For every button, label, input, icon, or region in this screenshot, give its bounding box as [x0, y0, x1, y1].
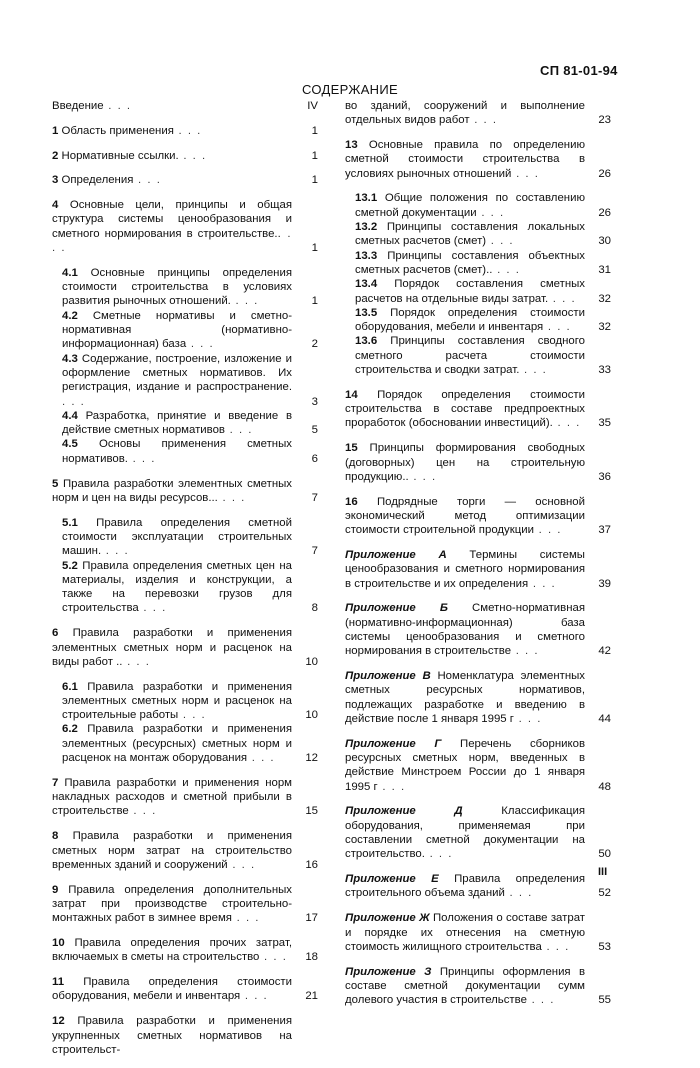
toc-entry-number: 13.6 — [355, 335, 378, 348]
toc-entry — [345, 965, 611, 1008]
toc-entry-number: 13.3 — [355, 249, 378, 262]
toc-entry-page: 32 — [598, 321, 611, 334]
toc-entry-title: Правила разработки и применения элементных (ресурсных) сметных норм и расценок на монтаж оборудования — [62, 723, 292, 765]
toc-entry-number: 3 — [52, 174, 59, 187]
toc-column-left — [52, 99, 318, 1068]
toc-entry-title: Правила определения строительного объема зданий — [345, 873, 585, 900]
toc-entry-title: Сметные нормативы и сметно-нормативная (нормативно-информационная) база — [62, 309, 292, 351]
toc-entry-title: Порядок определения стоимости оборудования, мебели и инвентаря — [355, 306, 585, 334]
toc-entry-title: Порядок определения стоимости строительства в составе предпроектных проработок (обосновании инвестиций). — [345, 388, 585, 430]
dot-leader: . . . — [62, 395, 86, 408]
toc-entry-title: Правила разработки и применения сметных норм затрат на строительство временных зданий и сооружений — [52, 830, 292, 871]
toc-entry — [62, 680, 318, 723]
toc-entry-number: 13.4 — [355, 278, 378, 291]
toc-entry-title: Правила определения стоимости оборудования, мебели и инвентаря — [52, 976, 292, 1003]
toc-entry-number: 2 — [52, 149, 59, 162]
toc-entry-title: Введение — [52, 100, 104, 112]
toc-entry-page: 23 — [598, 114, 611, 127]
toc-entry-title: Основы применения сметных нормативов. — [62, 438, 292, 465]
toc-entry-page: 1 — [311, 124, 318, 137]
toc-entry — [345, 99, 611, 128]
toc-entry-page: 39 — [598, 577, 611, 590]
toc-entry-number: 6.2 — [62, 723, 78, 736]
toc-entry-page: 26 — [598, 206, 611, 219]
toc-entry-number: 15 — [345, 442, 358, 455]
toc-entry — [52, 149, 318, 163]
toc-entry-title: Правила определения сметных цен на материалы, изделия и конструкции, а также на перевозки грузов для строительства — [62, 559, 292, 615]
toc-entry-page: 6 — [311, 452, 318, 465]
dot-leader: . . . — [128, 805, 157, 818]
toc-entry-page: 3 — [311, 395, 318, 408]
toc-entry-page: 1 — [311, 174, 318, 187]
toc-entry-title: Принципы оформления в составе сметной документации сумм долевого участия в строительстве — [345, 965, 586, 1007]
toc-entry-title: Принципы составления сводного сметного расчета стоимости строительства и сводки затрат. — [355, 335, 585, 377]
toc-entry-page: 10 — [305, 709, 318, 722]
dot-leader: . . . — [486, 235, 515, 248]
toc-entry — [62, 516, 318, 559]
toc-entry-title: Правила разработки и применения норм накладных расходов и сметной прибыли в строительстве — [52, 776, 292, 818]
toc-entry-page: 50 — [598, 848, 611, 861]
dot-leader: . . . — [541, 940, 570, 953]
toc-entry-page: 31 — [598, 263, 611, 276]
toc-entry-page: 7 — [311, 491, 318, 504]
toc-entry — [345, 388, 611, 431]
toc-entry-title: Правила определения прочих затрат, включаемых в сметы на строительство — [52, 937, 292, 964]
toc-entry-number: 14 — [345, 388, 358, 401]
toc-entry — [52, 883, 318, 926]
dot-leader: . . . — [259, 951, 288, 964]
toc-entry — [52, 829, 318, 872]
toc-entry-page: 18 — [305, 951, 318, 964]
toc-entry-number: 9 — [52, 883, 59, 896]
toc-entry-title: Правила разработки и применения элементных сметных норм и расценок на строительные работы — [62, 680, 292, 722]
dot-leader: . . . — [519, 364, 548, 377]
toc-entry-number: 8 — [52, 830, 59, 843]
dot-leader: . . . — [424, 848, 453, 861]
dot-leader: . . . — [227, 858, 256, 871]
dot-leader: . . . — [133, 174, 162, 187]
toc-entry-number: 16 — [345, 495, 358, 508]
toc-entry-page: 7 — [311, 545, 318, 558]
toc-entry-title: Разработка, принятие и введение в действие сметных нормативов — [62, 409, 292, 437]
toc-entry-page: 12 — [305, 752, 318, 765]
toc-entry-title: Принципы составления локальных сметных расчетов (смет) — [355, 221, 585, 248]
toc-entry-number: 11 — [52, 976, 65, 989]
toc-entry — [345, 669, 611, 726]
toc-entry-page: 35 — [598, 417, 611, 430]
toc-entry-number: Приложение Ж — [345, 912, 430, 925]
toc-entry — [52, 198, 318, 255]
toc-entry-title: Правила определения дополнительных затрат при производстве строительно-монтажных работ в зимнее время — [52, 883, 292, 925]
toc-entry — [345, 601, 611, 658]
toc-entry — [62, 722, 318, 765]
toc-entry-title: Номенклатура элементных сметных ресурсных нормативов, подлежащих разработке и введению в действие после 1 января 1995 г — [345, 670, 585, 725]
toc-entry — [52, 477, 318, 506]
toc-entry-number: 4.5 — [62, 438, 78, 451]
toc-entry — [52, 776, 318, 819]
dot-leader: . . . — [178, 149, 207, 162]
toc-entry-number: 13.1 — [355, 192, 378, 205]
toc-entry-title: Правила разработки элементных сметных норм и цен на виды ресурсов... — [52, 477, 292, 504]
dot-leader: . . . — [240, 990, 269, 1003]
toc-entry — [345, 138, 611, 181]
toc-entry-number: 5.1 — [62, 516, 78, 529]
toc-entry-page: 1 — [311, 149, 318, 162]
dot-leader: . . . — [552, 417, 581, 430]
toc-entry — [62, 266, 318, 309]
dot-leader: . . . — [52, 227, 292, 255]
toc-entry — [52, 124, 318, 138]
toc-entry — [355, 249, 611, 278]
toc-entry-title: Определения — [61, 174, 134, 187]
toc-entry-page: 37 — [598, 524, 611, 537]
toc-entry-number: Приложение Е — [345, 873, 439, 886]
toc-entry-page: 17 — [305, 912, 318, 925]
toc-entry-number: 13.2 — [355, 221, 378, 234]
toc-entry-title: Общие положения по составлению сметной документации — [355, 192, 585, 219]
toc-entry-number: 6.1 — [62, 680, 78, 693]
dot-leader: . . . — [526, 994, 555, 1007]
toc-entry-title: во зданий, сооружений и выполнение отдельных видов работ — [345, 100, 585, 127]
toc-entry-number: 4.2 — [62, 309, 78, 322]
toc-entry-title: Подрядные торги — основной экономический метод оптимизации стоимости строительной продукции — [345, 495, 586, 537]
toc-entry-title: Сметно-нормативная (нормативно-информационная) база системы ценообразования и сметного нормирования в строительстве — [345, 602, 585, 658]
toc-entry-number: Приложение З — [345, 965, 432, 978]
toc-entry-page: 36 — [598, 470, 611, 483]
toc-entry-number: 6 — [52, 627, 59, 640]
toc-entry-number: 12 — [52, 1015, 65, 1028]
toc-entry-page: 16 — [305, 858, 318, 871]
dot-leader: . . . — [504, 887, 533, 900]
toc-entry-page: 44 — [598, 712, 611, 725]
toc-entry-page: 1 — [311, 295, 318, 308]
toc-entry-page: IV — [307, 100, 318, 112]
dot-leader: . . . — [513, 712, 542, 725]
dot-leader: . . . — [217, 491, 246, 504]
toc-entry-page: 10 — [305, 655, 318, 668]
toc-entry-title: Порядок составления сметных расчетов на отдельные виды затрат. — [355, 278, 585, 305]
toc-entry-number: 7 — [52, 776, 59, 789]
page-number: III — [598, 866, 608, 878]
toc-entry-title: Основные правила по определению сметной стоимости строительства в условиях рыночных отношений — [345, 139, 585, 180]
toc-entry-number: Приложение В — [345, 670, 431, 683]
toc-entry-number: 5 — [52, 477, 59, 490]
dot-leader: . . . — [408, 470, 437, 483]
dot-leader: . . . — [138, 602, 167, 615]
toc-entry-page: 21 — [305, 990, 318, 1003]
dot-leader: . . . — [101, 545, 130, 558]
toc-entry-number: Приложение Б — [345, 602, 448, 615]
toc-entry-page: 48 — [598, 780, 611, 793]
toc-entry-number: 4.1 — [62, 266, 78, 279]
toc-entry — [345, 804, 611, 861]
toc-entry-page: 1 — [311, 242, 318, 255]
toc-entry-number: 13.5 — [355, 306, 378, 319]
toc-entry — [345, 737, 611, 794]
toc-entry-page: 30 — [598, 235, 611, 248]
toc-entry — [52, 626, 318, 669]
toc-entry-number: 10 — [52, 937, 65, 950]
dot-leader: . . . — [377, 780, 406, 793]
toc-entry-page: 42 — [598, 645, 611, 658]
toc-entry-number: Приложение Д — [345, 805, 463, 818]
toc-entry-number: 13 — [345, 139, 358, 152]
toc-entry-title: Правила разработки и применения укрупненных сметных нормативов на строительст- — [52, 1015, 292, 1056]
dot-leader: . . . — [543, 321, 572, 334]
toc-entry-page: 32 — [598, 292, 611, 305]
toc-entry-page: 5 — [311, 424, 318, 437]
toc-entry-title: Положения о составе затрат и порядке их отнесения на сметную стоимость жилищного строительства — [345, 912, 585, 953]
dot-leader: . . . — [247, 752, 276, 765]
dot-leader: . . . — [230, 295, 259, 308]
toc-entry — [52, 1014, 318, 1057]
toc-entry-page: 26 — [598, 167, 611, 180]
toc-entry-title: Основные цели, принципы и общая структура системы ценообразования и сметного нормирования в строительстве.. — [52, 199, 292, 240]
toc-entry-title: Содержание, построение, изложение и оформление сметных нормативов. Их регистрация, издание и распространение. — [62, 352, 292, 394]
toc-entry-page: 52 — [598, 887, 611, 900]
dot-leader: . . . — [186, 338, 215, 351]
toc-entry — [62, 559, 318, 616]
document-code: СП 81-01-94 — [540, 63, 618, 78]
dot-leader: . . . — [127, 452, 156, 465]
toc-entry — [62, 437, 318, 466]
toc-entry-title: Правила определения сметной стоимости эксплуатации строительных машин. — [62, 516, 292, 558]
toc-entry — [52, 173, 318, 187]
toc-entry-title: Классификация оборудования, применяемая при составлении сметной документации на строительство. — [345, 805, 586, 861]
toc-entry-page: 15 — [305, 805, 318, 818]
toc-entry — [355, 306, 611, 335]
toc-entry — [52, 975, 318, 1004]
toc-entry-number: 4.4 — [62, 409, 78, 422]
toc-entry — [355, 220, 611, 249]
dot-leader: . . . — [548, 292, 577, 305]
toc-entry — [52, 936, 318, 965]
toc-entry-title: Принципы составления объектных сметных расчетов (смет).. — [355, 249, 585, 276]
toc-entry — [62, 309, 318, 352]
toc-entry — [62, 409, 318, 438]
toc-entry-title: Правила разработки и применения элементных сметных норм и расценок на виды работ .. — [52, 627, 292, 668]
toc-entry-number: 5.2 — [62, 559, 78, 572]
dot-leader: . . . — [528, 577, 557, 590]
toc-entry — [355, 334, 611, 377]
toc-entry-page: 53 — [598, 940, 611, 953]
toc-entry-title: Область применения — [61, 124, 174, 137]
toc-entry — [345, 441, 611, 484]
toc-column-right — [345, 99, 611, 1018]
page-title: СОДЕРЖАНИЕ — [301, 82, 398, 97]
dot-leader: . . . — [103, 100, 132, 112]
dot-leader: . . . — [511, 167, 540, 180]
toc-entry-title: Принципы формирования свободных (договорных) цен на строительную продукцию.. — [345, 442, 585, 483]
toc-entry — [62, 352, 318, 409]
toc-entry — [345, 911, 611, 954]
toc-entry-number: 4.3 — [62, 352, 78, 365]
toc-entry-number: Приложение Г — [345, 737, 442, 750]
toc-entry — [345, 548, 611, 591]
dot-leader: . . . — [511, 645, 540, 658]
toc-entry-page: 33 — [598, 364, 611, 377]
toc-entry-title: Термины системы ценообразования и сметного нормирования в строительстве и их определения — [345, 549, 585, 590]
dot-leader: . . . — [231, 912, 260, 925]
toc-entry — [345, 872, 611, 901]
dot-leader: . . . — [122, 655, 151, 668]
toc-entry-title: Основные принципы определения стоимости строительства в условиях развития рыночных отношений. — [62, 266, 292, 308]
dot-leader: . . . — [469, 114, 498, 127]
toc-entry — [52, 99, 318, 113]
dot-leader: . . . — [173, 124, 202, 137]
toc-entry-title: Перечень сборников ресурсных сметных норм, введенных в действие Минстроем России до 1 января 1995 г — [345, 737, 585, 793]
toc-entry-page: 2 — [311, 338, 318, 351]
toc-entry-number: 4 — [52, 199, 59, 212]
toc-entry-number: 1 — [52, 124, 59, 137]
toc-entry-title: Нормативные ссылки. — [61, 149, 179, 162]
dot-leader: . . . — [224, 424, 253, 437]
toc-entry-page: 55 — [598, 994, 611, 1007]
dot-leader: . . . — [178, 709, 207, 722]
toc-entry — [345, 495, 611, 538]
dot-leader: . . . — [533, 524, 562, 537]
dot-leader: . . . — [476, 206, 505, 219]
toc-entry — [355, 277, 611, 306]
toc-entry — [355, 191, 611, 220]
toc-entry-number: Приложение А — [345, 549, 447, 562]
dot-leader: . . . — [492, 263, 521, 276]
toc-entry-page: 8 — [311, 602, 318, 615]
